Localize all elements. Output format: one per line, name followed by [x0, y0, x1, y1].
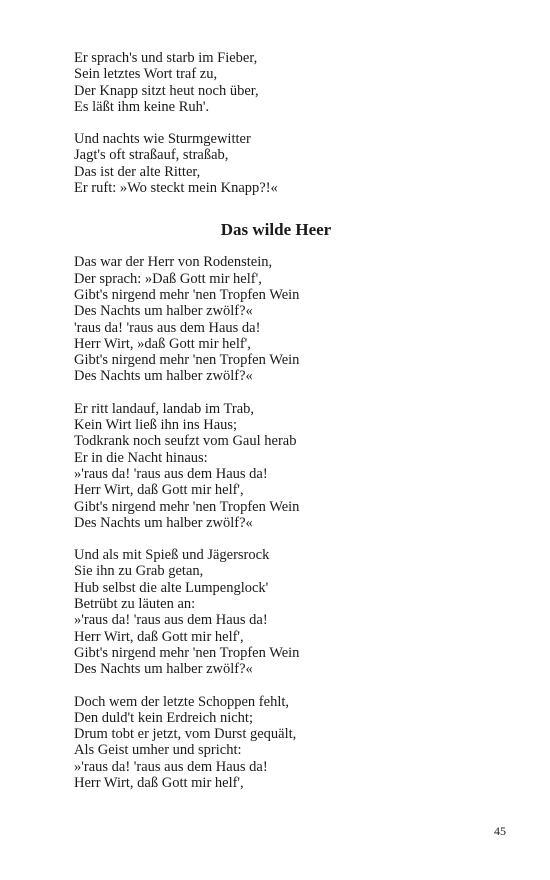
- verse-line: Hub selbst die alte Lumpenglock': [74, 579, 269, 596]
- stanza: [74, 401, 474, 531]
- verse-line: Der sprach: »Daß Gott mir helf',: [74, 270, 262, 287]
- stanza: [74, 694, 474, 792]
- verse-line: Herr Wirt, daß Gott mir helf',: [74, 482, 244, 499]
- stanza: [74, 254, 474, 384]
- verse-line: Herr Wirt, »daß Gott mir helf',: [74, 335, 251, 352]
- verse-line: Gibt's nirgend mehr 'nen Tropfen Wein: [74, 498, 300, 515]
- verse-line: Doch wem der letzte Schoppen fehlt,: [74, 693, 290, 710]
- verse-line: Er sprach's und starb im Fieber,: [74, 50, 258, 66]
- verse-line: »'raus da! 'raus aus dem Haus da!: [74, 758, 268, 775]
- verse-line: Herr Wirt, daß Gott mir helf',: [74, 774, 244, 791]
- verse-line: Gibt's nirgend mehr 'nen Tropfen Wein: [74, 286, 300, 303]
- verse-line: Den duld't kein Erdreich nicht;: [74, 709, 253, 726]
- verse-line: Betrübt zu läuten an:: [74, 596, 196, 613]
- verse-line: Der Knapp sitzt heut noch über,: [74, 82, 259, 99]
- verse-line: Als Geist umher und spricht:: [74, 742, 242, 759]
- verse-line: Todkrank noch seufzt vom Gaul herab: [74, 433, 297, 450]
- verse-line: Herr Wirt, daß Gott mir helf',: [74, 628, 244, 645]
- verse-line: Das ist der alte Ritter,: [74, 163, 201, 180]
- verse-line: Des Nachts um halber zwölf?«: [74, 303, 253, 320]
- verse-line: Gibt's nirgend mehr 'nen Tropfen Wein: [74, 352, 300, 369]
- verse-line: Drum tobt er jetzt, vom Durst gequält,: [74, 726, 297, 743]
- poem-title: Das wilde Heer: [220, 220, 332, 240]
- verse-line: Er ritt landauf, landab im Trab,: [74, 400, 255, 417]
- verse-line: Des Nachts um halber zwölf?«: [74, 368, 253, 385]
- stanza: [74, 547, 474, 677]
- verse-line: Das war der Herr von Rodenstein,: [74, 254, 273, 271]
- verse-line: Sein letztes Wort traf zu,: [74, 66, 218, 83]
- verse-line: »'raus da! 'raus aus dem Haus da!: [74, 612, 268, 629]
- stanza: [74, 131, 474, 196]
- verse-line: Und als mit Spieß und Jägersrock: [74, 547, 270, 564]
- stanza: [74, 50, 474, 115]
- verse-line: 'raus da! 'raus aus dem Haus da!: [74, 319, 261, 336]
- verse-line: Des Nachts um halber zwölf?«: [74, 514, 253, 531]
- verse-line: Gibt's nirgend mehr 'nen Tropfen Wein: [74, 644, 300, 661]
- verse-line: Es läßt ihm keine Ruh'.: [74, 98, 210, 115]
- verse-line: Er ruft: »Wo steckt mein Knapp?!«: [74, 180, 278, 197]
- poem-text: [74, 50, 474, 807]
- verse-line: Er in die Nacht hinaus:: [74, 449, 208, 466]
- verse-line: »'raus da! 'raus aus dem Haus da!: [74, 465, 268, 482]
- verse-line: Kein Wirt ließ ihn ins Haus;: [74, 417, 238, 434]
- verse-line: Sie ihn zu Grab getan,: [74, 563, 204, 580]
- verse-line: Und nachts wie Sturmgewitter: [74, 131, 251, 148]
- verse-line: Jagt's oft straßauf, straßab,: [74, 147, 229, 164]
- verse-line: Des Nachts um halber zwölf?«: [74, 661, 253, 678]
- page-number: 45: [494, 824, 506, 838]
